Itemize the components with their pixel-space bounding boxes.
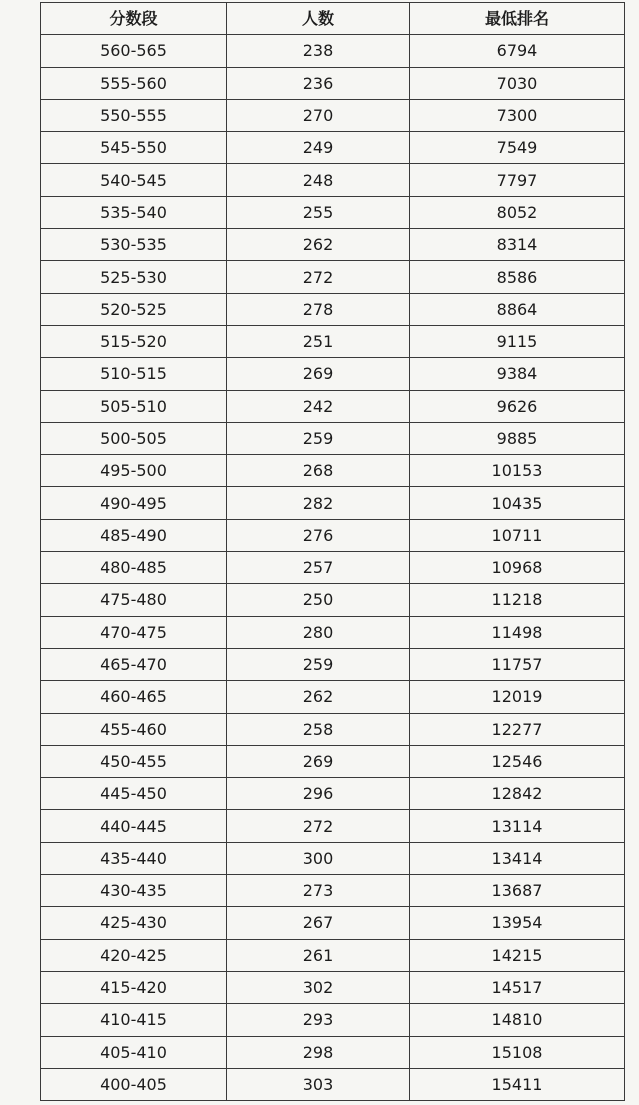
table-row — [41, 907, 625, 939]
score-range-cell: 455-460 — [41, 713, 227, 745]
table-row — [41, 1068, 625, 1100]
count-cell: 258 — [227, 713, 410, 745]
score-range-cell: 520-525 — [41, 293, 227, 325]
min-rank-cell: 14810 — [410, 1004, 625, 1036]
score-range-cell: 430-435 — [41, 875, 227, 907]
min-rank-cell: 9115 — [410, 325, 625, 357]
count-cell: 249 — [227, 132, 410, 164]
min-rank-cell: 8586 — [410, 261, 625, 293]
count-cell: 267 — [227, 907, 410, 939]
score-range-cell: 485-490 — [41, 519, 227, 551]
count-cell: 278 — [227, 293, 410, 325]
count-cell: 280 — [227, 616, 410, 648]
table-row — [41, 616, 625, 648]
table-row — [41, 939, 625, 971]
score-range-cell: 420-425 — [41, 939, 227, 971]
score-range-cell: 410-415 — [41, 1004, 227, 1036]
min-rank-cell: 11218 — [410, 584, 625, 616]
count-cell: 269 — [227, 358, 410, 390]
table-row — [41, 132, 625, 164]
min-rank-cell: 14215 — [410, 939, 625, 971]
table-row — [41, 229, 625, 261]
count-cell: 259 — [227, 648, 410, 680]
min-rank-cell: 14517 — [410, 971, 625, 1003]
score-range-cell: 530-535 — [41, 229, 227, 261]
count-cell: 259 — [227, 422, 410, 454]
score-range-cell: 480-485 — [41, 552, 227, 584]
table-row — [41, 455, 625, 487]
count-cell: 303 — [227, 1068, 410, 1100]
count-cell: 242 — [227, 390, 410, 422]
count-cell: 262 — [227, 229, 410, 261]
count-cell: 272 — [227, 810, 410, 842]
score-range-cell: 440-445 — [41, 810, 227, 842]
min-rank-cell: 6794 — [410, 35, 625, 67]
count-cell: 238 — [227, 35, 410, 67]
table-row — [41, 875, 625, 907]
score-range-cell: 560-565 — [41, 35, 227, 67]
min-rank-cell: 8864 — [410, 293, 625, 325]
score-range-cell: 460-465 — [41, 681, 227, 713]
score-range-cell: 475-480 — [41, 584, 227, 616]
header-min-rank: 最低排名 — [410, 3, 625, 35]
min-rank-cell: 10153 — [410, 455, 625, 487]
score-range-cell: 555-560 — [41, 67, 227, 99]
table-row — [41, 261, 625, 293]
table-header — [41, 3, 625, 35]
table-row — [41, 842, 625, 874]
min-rank-cell: 9885 — [410, 422, 625, 454]
count-cell: 273 — [227, 875, 410, 907]
score-range-cell: 505-510 — [41, 390, 227, 422]
count-cell: 251 — [227, 325, 410, 357]
count-cell: 262 — [227, 681, 410, 713]
count-cell: 250 — [227, 584, 410, 616]
header-count: 人数 — [227, 3, 410, 35]
table-row — [41, 99, 625, 131]
table-row — [41, 1004, 625, 1036]
min-rank-cell: 15411 — [410, 1068, 625, 1100]
min-rank-cell: 9384 — [410, 358, 625, 390]
score-range-cell: 465-470 — [41, 648, 227, 680]
count-cell: 302 — [227, 971, 410, 1003]
count-cell: 257 — [227, 552, 410, 584]
table-row — [41, 196, 625, 228]
score-range-cell: 450-455 — [41, 745, 227, 777]
min-rank-cell: 10968 — [410, 552, 625, 584]
min-rank-cell: 13114 — [410, 810, 625, 842]
count-cell: 269 — [227, 745, 410, 777]
min-rank-cell: 9626 — [410, 390, 625, 422]
header-score-range: 分数段 — [41, 3, 227, 35]
table-row — [41, 971, 625, 1003]
table-row — [41, 358, 625, 390]
table-row — [41, 164, 625, 196]
min-rank-cell: 12019 — [410, 681, 625, 713]
min-rank-cell: 15108 — [410, 1036, 625, 1068]
table-row — [41, 681, 625, 713]
min-rank-cell: 11757 — [410, 648, 625, 680]
count-cell: 268 — [227, 455, 410, 487]
min-rank-cell: 7549 — [410, 132, 625, 164]
table-row — [41, 584, 625, 616]
min-rank-cell: 13687 — [410, 875, 625, 907]
min-rank-cell: 10711 — [410, 519, 625, 551]
score-range-cell: 540-545 — [41, 164, 227, 196]
score-range-cell: 500-505 — [41, 422, 227, 454]
score-range-cell: 415-420 — [41, 971, 227, 1003]
count-cell: 270 — [227, 99, 410, 131]
min-rank-cell: 7030 — [410, 67, 625, 99]
count-cell: 296 — [227, 778, 410, 810]
count-cell: 276 — [227, 519, 410, 551]
score-distribution-table — [40, 2, 625, 1101]
score-range-cell: 550-555 — [41, 99, 227, 131]
table-row — [41, 67, 625, 99]
table-row — [41, 713, 625, 745]
score-range-cell: 525-530 — [41, 261, 227, 293]
count-cell: 300 — [227, 842, 410, 874]
min-rank-cell: 12842 — [410, 778, 625, 810]
table-row — [41, 293, 625, 325]
min-rank-cell: 11498 — [410, 616, 625, 648]
table-row — [41, 390, 625, 422]
min-rank-cell: 7300 — [410, 99, 625, 131]
table-row — [41, 422, 625, 454]
min-rank-cell: 8052 — [410, 196, 625, 228]
table-row — [41, 745, 625, 777]
score-range-cell: 535-540 — [41, 196, 227, 228]
count-cell: 298 — [227, 1036, 410, 1068]
table-row — [41, 35, 625, 67]
min-rank-cell: 10435 — [410, 487, 625, 519]
score-range-cell: 425-430 — [41, 907, 227, 939]
table-row — [41, 1036, 625, 1068]
score-range-cell: 490-495 — [41, 487, 227, 519]
table-row — [41, 810, 625, 842]
header-row — [41, 3, 625, 35]
count-cell: 248 — [227, 164, 410, 196]
count-cell: 236 — [227, 67, 410, 99]
table-body — [41, 35, 625, 1101]
table-row — [41, 778, 625, 810]
score-range-cell: 495-500 — [41, 455, 227, 487]
min-rank-cell: 8314 — [410, 229, 625, 261]
score-range-cell: 545-550 — [41, 132, 227, 164]
min-rank-cell: 7797 — [410, 164, 625, 196]
score-range-cell: 510-515 — [41, 358, 227, 390]
table-row — [41, 325, 625, 357]
table-row — [41, 648, 625, 680]
count-cell: 255 — [227, 196, 410, 228]
min-rank-cell: 12546 — [410, 745, 625, 777]
table-row — [41, 552, 625, 584]
count-cell: 293 — [227, 1004, 410, 1036]
score-range-cell: 470-475 — [41, 616, 227, 648]
score-range-cell: 405-410 — [41, 1036, 227, 1068]
count-cell: 282 — [227, 487, 410, 519]
min-rank-cell: 13954 — [410, 907, 625, 939]
min-rank-cell: 13414 — [410, 842, 625, 874]
min-rank-cell: 12277 — [410, 713, 625, 745]
count-cell: 261 — [227, 939, 410, 971]
count-cell: 272 — [227, 261, 410, 293]
table-row — [41, 487, 625, 519]
score-range-cell: 400-405 — [41, 1068, 227, 1100]
score-range-cell: 435-440 — [41, 842, 227, 874]
score-range-cell: 515-520 — [41, 325, 227, 357]
score-range-cell: 445-450 — [41, 778, 227, 810]
table-row — [41, 519, 625, 551]
